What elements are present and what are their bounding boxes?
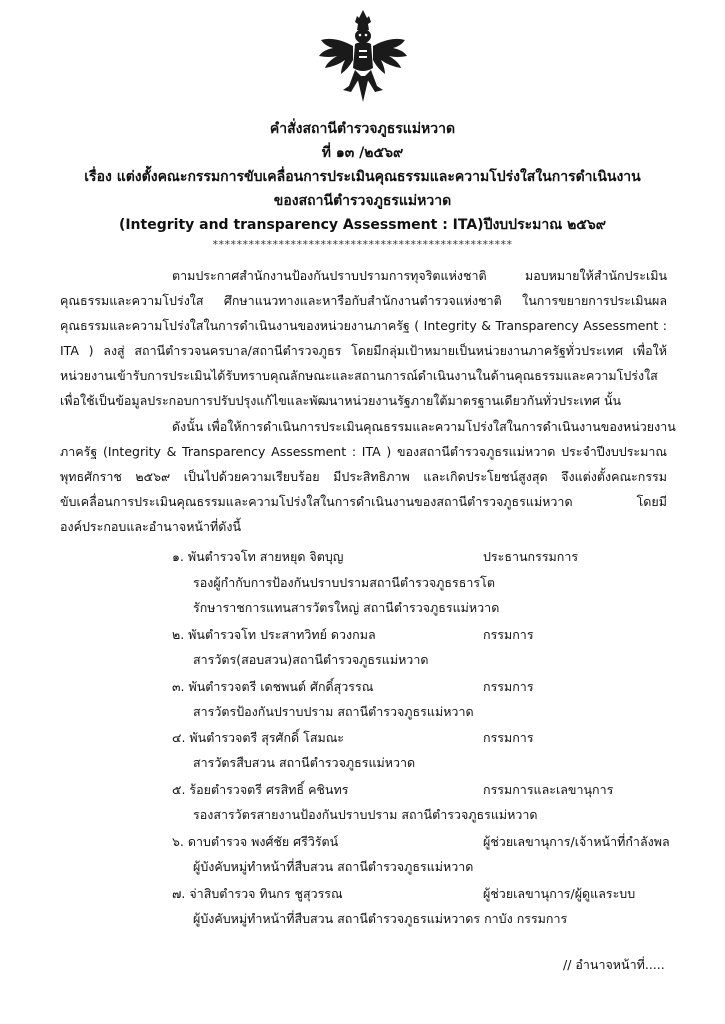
garuda-emblem-icon [315,6,411,106]
member-3-role: กรรมการ [483,679,534,694]
member-4-name: ๔. พันตำรวจตรี สุรศักดิ์ โสมณะ [172,730,345,745]
member-5-name: ๕. ร้อยตำรวจตรี ศรสิทธิ์ คชินทร [172,782,349,797]
member-6-detail: ผู้บังคับหมู่ทำหน้าที่สืบสวน สถานีตำรวจภูธรแม่หวาด [193,859,474,874]
para2-line: ดังนั้น เพื่อให้การดำเนินการประเมินคุณธรรมและความโปร่งใสในการดำเนินงานของหน่วยงาน [172,419,676,434]
member-2-name: ๒. พันตำรวจโท ประสาทวิทย์ ดวงกมล [172,627,376,642]
member-4-detail: สารวัตรสืบสวน สถานีตำรวจภูธรแม่หวาด [193,755,416,770]
separator: ************************************************** [212,238,513,251]
order-title: คำสั่งสถานีตำรวจภูธรแม่หวาด [269,121,456,137]
para2-line: พุทธศักราช ๒๕๖๙ เป็นไปด้วยความเรียบร้อย มีประสิทธิภาพ และเกิดประโยชน์สูงสุด จึงแต่งตั้งคณะกรรม [60,469,667,484]
para2-line: ขับเคลื่อนการประเมินคุณธรรมและความโปร่งใสในการดำเนินงานของสถานีตำรวจภูธรแม่หวาด โดยมี [60,494,667,509]
order-number: ที่ ๑๓ /๒๕๖๙ [321,145,404,161]
member-4-role: กรรมการ [483,730,534,745]
para1-line: ITA ) ลงสู่ สถานีตำรวจนครบาล/สถานีตำรวจภูธร โดยมีกลุ่มเป้าหมายเป็นหน่วยงานภาครัฐทั่วประเทศ เพื่อให้ [60,343,667,358]
member-7-role: ผู้ช่วยเลขานุการ/ผู้ดูแลระบบ [483,886,636,901]
member-3-name: ๓. พันตำรวจตรี เดชพนต์ ศักดิ์สุวรรณ [172,679,374,694]
member-1-role: ประธานกรรมการ [483,549,579,564]
member-2-role: กรรมการ [483,627,534,642]
member-2-detail: สารวัตร(สอบสวน)สถานีตำรวจภูธรแม่หวาด [193,652,429,667]
member-6-name: ๖. ดาบตำรวจ พงศ์ชัย ศรีวิรัตน์ [172,834,339,849]
member-5-detail: รองสารวัตรสายงานป้องกันปราบปราม สถานีตำรวจภูธรแม่หวาด [193,807,538,822]
para1-line: คุณธรรมและความโปร่งใส ศึกษาแนวทางและหารือกับสำนักงานตำรวจแห่งชาติ ในการขยายการประเมินผล [60,293,667,308]
para2-line: ภาครัฐ (Integrity & Transparency Assessment : ITA ) ของสถานีตำรวจภูธรแม่หวาด ประจำปีงบประมาณ [60,444,667,459]
continuation-note: // อำนาจหน้าที่..... [563,957,665,972]
member-7-name: ๗. จ่าสิบตำรวจ ทินกร ชูสุวรรณ [172,886,343,901]
para1-line: เพื่อใช้เป็นข้อมูลประกอบการปรับปรุงแก้ไขและพัฒนาหน่วยงานรัฐภายใต้มาตรฐานเดียวกันทั่วประเทศ นั้น [60,393,622,408]
member-3-detail: สารวัตรป้องกันปราบปราม สถานีตำรวจภูธรแม่หวาด [193,704,474,719]
para1-line: หน่วยงานเข้ารับการประเมินได้รับทราบคุณลักษณะและสถานการณ์ดำเนินงานในด้านคุณธรรมและความโปร่งใส [60,368,658,383]
member-5-role: กรรมการและเลขานุการ [483,782,614,797]
member-1-name: ๑. พันตำรวจโท สายหยุด จิตบุญ [172,549,344,564]
para2-line: องค์ประกอบและอำนาจหน้าที่ดังนี้ [60,519,241,534]
member-1-detail: รองผู้กำกับการป้องกันปราบปรามสถานีตำรวจภูธรธารโต [193,575,495,590]
subject-line-2: ของสถานีตำรวจภูธรแม่หวาด [273,193,452,209]
para1-line: คุณธรรมและความโปร่งใสในการดำเนินงานของหน่วยงานภาครัฐ ( Integrity & Transparency Assessment : [60,318,667,333]
subject-line-3: (Integrity and transparency Assessment : ITA)ปีงบประมาณ ๒๕๖๙ [118,217,607,233]
member-6-role: ผู้ช่วยเลขานุการ/เจ้าหน้าที่กำลังพล [483,834,670,849]
subject-line-1: เรื่อง แต่งตั้งคณะกรรมการขับเคลื่อนการประเมินคุณธรรมและความโปร่งใสในการดำเนินงาน [84,169,641,185]
member-1-detail: รักษาราชการแทนสารวัตรใหญ่ สถานีตำรวจภูธรแม่หวาด [193,600,500,615]
para1-line: ตามประกาศสำนักงานป้องกันปราบปรามการทุจริตแห่งชาติ มอบหมายให้สำนักประเมิน [172,268,667,283]
member-7-detail: ผู้บังคับหมู่ทำหน้าที่สืบสวน สถานีตำรวจภูธรแม่หวาดร กาบัง กรรมการ [193,911,568,926]
